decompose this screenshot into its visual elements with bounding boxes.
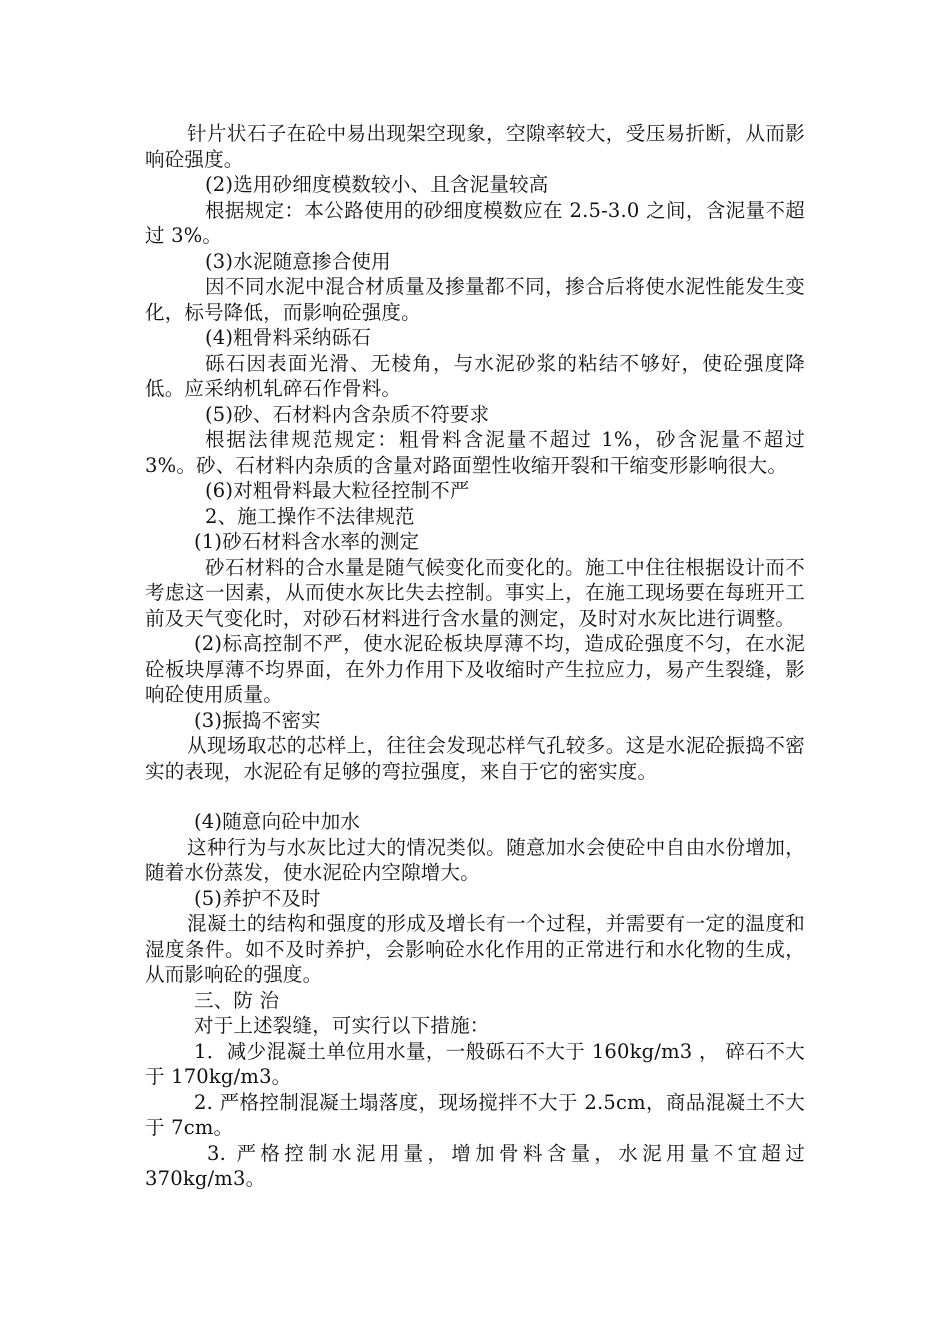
heading-adding-water: (4)随意向砼中加水	[194, 810, 361, 833]
heading-impurities: (5)砂、石材料内含杂质不符要求	[205, 402, 490, 426]
heading-sand-fineness: (2)选用砂细度模数较小、且含泥量较高	[205, 173, 549, 196]
section-construction: 2、施工操作不法律规范	[205, 504, 415, 528]
paragraph-curing: 混凝土的结构和强度的形成及增长有一个过程，并需要有一定的温度和湿度条件。如不及时养护，会影响砼水化作用的正常进行和水化物的生成，从而影响砼的强度。	[145, 912, 805, 986]
paragraph-measures-intro: 对于上述裂缝，可实行以下措施：	[194, 1014, 490, 1037]
paragraph-elevation: (2)标高控制不严，使水泥砼板块厚薄不均，造成砼强度不匀，在水泥砼板块厚薄不均界面，在外力作用下及收缩时产生拉应力，易产生裂缝，影响砼使用质量。	[145, 632, 805, 706]
paragraph-cement-mixing: 因不同水泥中混合材质量及掺量都不同，掺合后将使水泥性能发生变化，标号降低，而影响砼强度。	[145, 275, 805, 324]
measure-1: 1．减少混凝土单位用水量，一般砾石不大于 160kg/m3 ， 碎石不大于 170kg/m3。	[145, 1039, 805, 1088]
paragraph-adding-water: 这种行为与水灰比过大的情况类似。随意加水会使砼中自由水份增加，随着水份蒸发，使水泥砼内空隙增大。	[145, 835, 805, 884]
paragraph-needle-stone: 针片状石子在砼中易出现架空现象，空隙率较大，受压易折断，从而影响砼强度。	[145, 122, 805, 171]
paragraph-vibration: 从现场取芯的芯样上，往往会发现芯样气孔较多。这是水泥砼振捣不密实的表现，水泥砼有足够的弯拉强度，来自于它的密实度。	[145, 734, 805, 783]
document-body	[145, 121, 805, 1192]
heading-vibration: (3)振捣不密实	[194, 708, 321, 732]
paragraph-gravel: 砾石因表面光滑、无棱角，与水泥砂浆的粘结不够好，使砼强度降低。应采纳机轧碎石作骨料。	[145, 351, 805, 400]
measure-3: 3. 严格控制水泥用量，增加骨料含量，水泥用量不宜超过 370kg/m3。	[145, 1141, 805, 1190]
paragraph-impurities: 根据法律规范规定：粗骨料含泥量不超过 1%，砂含泥量不超过 3%。砂、石材料内杂质的含量对路面塑性收缩开裂和干缩变形影响很大。	[145, 428, 805, 477]
heading-gravel: (4)粗骨料采纳砾石	[205, 326, 372, 349]
heading-curing: (5)养护不及时	[194, 886, 321, 910]
section-prevention: 三、防 治	[194, 988, 280, 1012]
measure-2: 2. 严格控制混凝土塌落度，现场搅拌不大于 2.5cm，商品混凝土不大于 7cm。	[145, 1090, 805, 1139]
heading-moisture: (1)砂石材料含水率的测定	[194, 530, 420, 553]
paragraph-sand-spec: 根据规定：本公路使用的砂细度模数应在 2.5-3.0 之间，含泥量不超过 3%。	[145, 198, 805, 247]
heading-max-particle: (6)对粗骨料最大粒径控制不严	[205, 479, 470, 502]
heading-cement-mixing: (3)水泥随意掺合使用	[205, 249, 391, 273]
paragraph-moisture: 砂石材料的合水量是随气候变化而变化的。施工中住往根据设计而不考虑这一因素，从而使水灰比失去控制。事实上，在施工现场要在每班开工前及天气变化时，对砂石材料进行含水量的测定，及时对水灰比进行调整。	[145, 555, 805, 630]
